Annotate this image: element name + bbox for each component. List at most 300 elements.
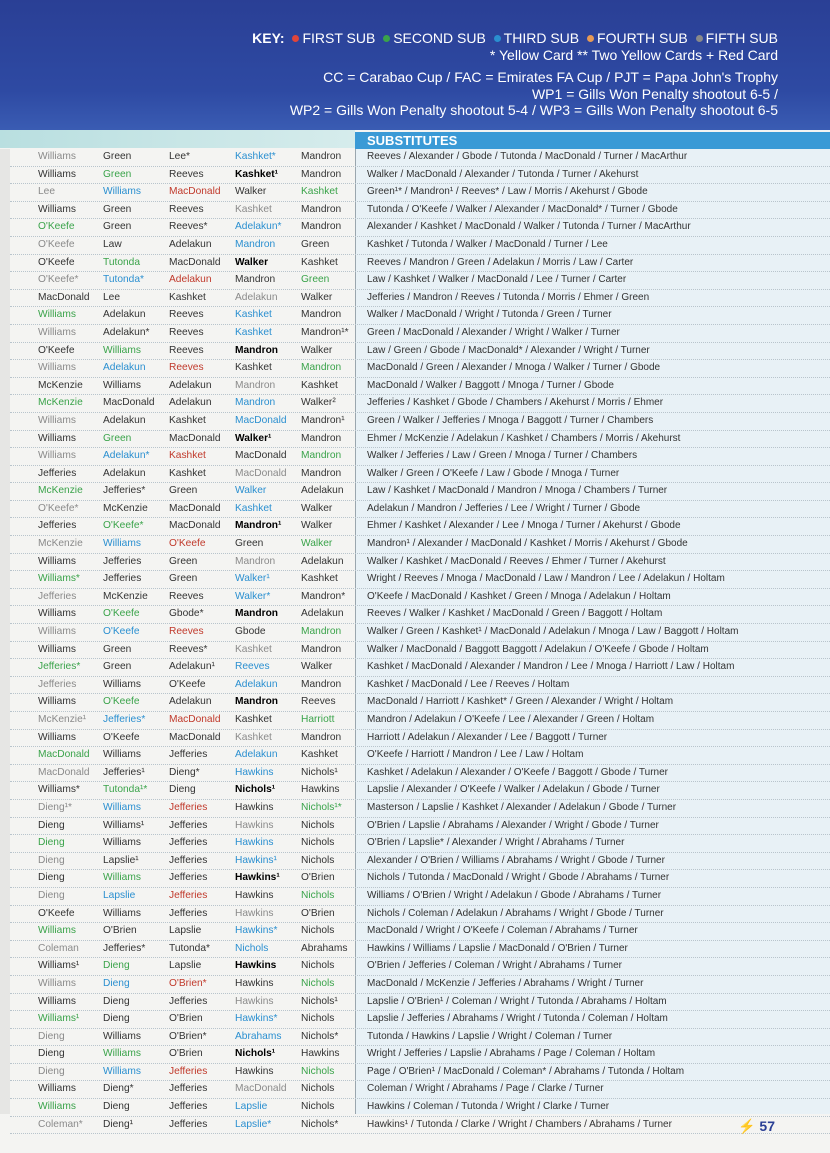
player-cell: Hawkins¹ bbox=[235, 854, 277, 866]
substitutes-cell: Law / Kashket / Walker / MacDonald / Lee / Turner / Carter bbox=[367, 274, 627, 286]
player-cell: Dieng bbox=[103, 1013, 130, 1025]
player-cell: O'Brien* bbox=[169, 977, 207, 989]
player-cell: Tutonda* bbox=[169, 942, 210, 954]
player-cell: Jefferies* bbox=[103, 714, 146, 725]
lineup-header-band bbox=[0, 130, 355, 148]
player-cell: Williams bbox=[38, 555, 76, 567]
player-cell: Williams bbox=[38, 925, 76, 937]
substitutes-cell: Masterson / Lapslie / Kashket / Alexander / Adelakun / Gbode / Turner bbox=[367, 801, 677, 813]
substitutes-cell: Mandron / Adelakun / O'Keefe / Lee / Alexander / Green / Holtam bbox=[367, 714, 655, 725]
player-cell: Mandron bbox=[301, 731, 342, 743]
player-cell: Tutonda bbox=[103, 256, 141, 268]
player-cell: O'Keefe* bbox=[38, 274, 79, 286]
player-cell: Jefferies bbox=[169, 995, 208, 1007]
table-row bbox=[10, 167, 830, 185]
player-cell: Harriott bbox=[301, 714, 335, 725]
player-cell: Dieng¹* bbox=[38, 801, 72, 813]
player-cell: MacDonald bbox=[38, 291, 90, 303]
substitutes-cell: Jefferies / Kashket / Gbode / Chambers / Akehurst / Morris / Ehmer bbox=[367, 397, 664, 409]
abbrev-line-2: WP1 = Gills Won Penalty shootout 6-5 / bbox=[531, 85, 778, 102]
player-cell: Nichols* bbox=[301, 1030, 339, 1042]
substitutes-cell: Tutonda / O'Keefe / Walker / Alexander / MacDonald* / Turner / Gbode bbox=[367, 203, 678, 215]
player-cell: MacDonald bbox=[169, 520, 221, 532]
player-cell: MacDonald bbox=[38, 766, 90, 778]
player-cell: Williams bbox=[103, 1030, 141, 1042]
table-row bbox=[10, 976, 830, 994]
player-cell: Lee bbox=[38, 186, 55, 198]
player-cell: Nichols bbox=[301, 837, 335, 849]
table-row bbox=[10, 501, 830, 519]
player-cell: Dieng bbox=[38, 854, 65, 866]
player-cell: O'Keefe bbox=[103, 731, 140, 743]
substitutes-cell: Law / Green / Gbode / MacDonald* / Alexander / Wright / Turner bbox=[367, 344, 650, 356]
substitutes-cell: Ehmer / Kashket / Alexander / Lee / Mnoga / Turner / Akehurst / Gbode bbox=[367, 520, 681, 532]
table-row bbox=[10, 888, 830, 906]
player-cell: Kashket bbox=[235, 731, 272, 743]
player-cell: McKenzie bbox=[38, 538, 83, 550]
player-cell: Reeves bbox=[169, 344, 204, 356]
third-sub-dot-icon bbox=[494, 35, 501, 42]
page-number-text: 57 bbox=[759, 1118, 775, 1134]
fifth-sub-dot-icon bbox=[696, 35, 703, 42]
substitutes-cell: O'Keefe / Harriott / Mandron / Lee / Law / Holtam bbox=[367, 749, 584, 761]
player-cell: McKenzie bbox=[38, 485, 83, 497]
substitutes-cell: Alexander / O'Brien / Williams / Abrahams / Wright / Gbode / Turner bbox=[367, 854, 665, 866]
player-cell: Nichols bbox=[301, 1065, 335, 1077]
player-cell: Reeves bbox=[169, 626, 204, 638]
table-row bbox=[10, 677, 830, 695]
player-cell: Jefferies bbox=[38, 520, 77, 532]
player-cell: Nichols¹ bbox=[235, 784, 276, 796]
player-cell: Walker² bbox=[301, 397, 336, 409]
player-cell: Dieng¹ bbox=[103, 1118, 134, 1130]
player-cell: Mandron bbox=[301, 432, 342, 444]
table-row bbox=[10, 219, 830, 237]
player-cell: Dieng bbox=[38, 1030, 65, 1042]
player-cell: Walker bbox=[301, 291, 333, 303]
player-cell: Dieng bbox=[38, 1048, 65, 1060]
player-cell: Kashket bbox=[169, 291, 206, 303]
substitutes-cell: Mandron¹ / Alexander / MacDonald / Kashket / Morris / Akehurst / Gbode bbox=[367, 538, 688, 550]
table-row bbox=[10, 589, 830, 607]
player-cell: Jefferies bbox=[169, 889, 208, 901]
player-cell: Reeves bbox=[169, 590, 204, 602]
player-cell: Nichols bbox=[301, 854, 335, 866]
player-cell: Williams bbox=[38, 626, 76, 638]
table-row bbox=[10, 483, 830, 501]
player-cell: Hawkins bbox=[235, 766, 274, 778]
substitutes-cell: Walker / Green / O'Keefe / Law / Gbode / Mnoga / Turner bbox=[367, 467, 620, 479]
player-cell: O'Keefe bbox=[103, 608, 140, 620]
player-cell: Nichols¹ bbox=[235, 1048, 276, 1060]
player-cell: Nichols¹ bbox=[301, 766, 338, 778]
player-cell: Nichols bbox=[301, 1101, 335, 1113]
player-cell: Green bbox=[103, 643, 132, 655]
player-cell: Green bbox=[103, 432, 132, 444]
player-cell: Dieng bbox=[38, 872, 65, 884]
player-cell: Coleman bbox=[38, 942, 79, 954]
substitutes-cell: Walker / Jefferies / Law / Green / Mnoga / Turner / Chambers bbox=[367, 450, 638, 462]
player-cell: Kashket bbox=[235, 502, 272, 514]
table-row bbox=[10, 554, 830, 572]
player-cell: Jefferies bbox=[169, 907, 208, 919]
lineup-table bbox=[10, 149, 830, 1134]
player-cell: Williams bbox=[38, 995, 76, 1007]
player-cell: Nichols bbox=[301, 819, 335, 831]
player-cell: Williams bbox=[38, 203, 76, 215]
player-cell: Williams¹ bbox=[38, 960, 80, 972]
player-cell: Mandron bbox=[301, 450, 342, 462]
player-cell: Williams bbox=[103, 749, 141, 761]
player-cell: Kashket* bbox=[235, 151, 276, 162]
player-cell: Dieng bbox=[169, 784, 196, 796]
player-cell: Nichols bbox=[301, 977, 335, 989]
player-cell: Williams bbox=[38, 1083, 76, 1095]
player-cell: Reeves* bbox=[169, 221, 208, 233]
player-cell: McKenzie bbox=[38, 379, 83, 391]
player-cell: Jefferies bbox=[169, 872, 208, 884]
substitutes-cell: Green / MacDonald / Alexander / Wright / Walker / Turner bbox=[367, 326, 620, 338]
player-cell: Jefferies bbox=[38, 590, 77, 602]
table-row bbox=[10, 1099, 830, 1117]
table-row bbox=[10, 325, 830, 343]
player-cell: Reeves bbox=[169, 326, 204, 338]
player-cell: Kashket bbox=[235, 643, 272, 655]
key-legend bbox=[252, 30, 778, 119]
substitutes-cell: Page / O'Brien¹ / MacDonald / Coleman* / Abrahams / Tutonda / Holtam bbox=[367, 1065, 685, 1077]
player-cell: O'Keefe bbox=[169, 538, 206, 550]
player-cell: Hawkins* bbox=[235, 925, 278, 937]
player-cell: Adelakun* bbox=[103, 450, 150, 462]
table-row bbox=[10, 571, 830, 589]
player-cell: Kashket bbox=[301, 186, 338, 198]
player-cell: Adelakun bbox=[235, 749, 278, 761]
substitutes-cell: O'Brien / Lapslie* / Alexander / Wright / Abrahams / Turner bbox=[367, 837, 625, 849]
player-cell: Green bbox=[301, 274, 330, 286]
player-cell: McKenzie bbox=[103, 590, 148, 602]
player-cell: Reeves bbox=[169, 203, 204, 215]
player-cell: MacDonald bbox=[169, 714, 221, 725]
table-row bbox=[10, 431, 830, 449]
player-cell: Adelakun bbox=[235, 291, 278, 303]
table-row bbox=[10, 606, 830, 624]
player-cell: Walker¹ bbox=[235, 432, 272, 444]
substitutes-cell: O'Brien / Jefferies / Coleman / Wright / Abrahams / Turner bbox=[367, 960, 622, 972]
player-cell: Adelakun bbox=[103, 414, 146, 426]
player-cell: Jefferies bbox=[169, 801, 208, 813]
player-cell: Green bbox=[103, 168, 132, 180]
substitutes-cell: O'Brien / Lapslie / Abrahams / Alexander / Wright / Gbode / Turner bbox=[367, 819, 659, 831]
table-row bbox=[10, 782, 830, 800]
player-cell: Abrahams bbox=[301, 942, 348, 954]
table-row bbox=[10, 712, 830, 730]
key-label: KEY: bbox=[252, 30, 285, 46]
player-cell: O'Keefe bbox=[169, 678, 206, 690]
table-row bbox=[10, 853, 830, 871]
table-row bbox=[10, 923, 830, 941]
substitutes-cell: Walker / MacDonald / Wright / Tutonda / Green / Turner bbox=[367, 309, 612, 321]
player-cell: Abrahams bbox=[235, 1030, 282, 1042]
table-row bbox=[10, 184, 830, 202]
table-row bbox=[10, 1029, 830, 1047]
player-cell: Kashket bbox=[235, 326, 272, 338]
player-cell: Kashket bbox=[301, 379, 338, 391]
player-cell: MacDonald bbox=[235, 1083, 287, 1095]
player-cell: Jefferies bbox=[169, 837, 208, 849]
player-cell: Williams bbox=[38, 450, 76, 462]
table-row bbox=[10, 1081, 830, 1099]
substitutes-cell: Kashket / MacDonald / Lee / Reeves / Holtam bbox=[367, 678, 570, 690]
player-cell: Jefferies bbox=[103, 573, 142, 585]
table-row bbox=[10, 624, 830, 642]
substitutes-cell: Jefferies / Mandron / Reeves / Tutonda / Morris / Ehmer / Green bbox=[367, 291, 650, 303]
player-cell: Hawkins* bbox=[235, 1013, 278, 1025]
player-cell: Hawkins bbox=[235, 837, 274, 849]
player-cell: Nichols¹ bbox=[301, 995, 338, 1007]
player-cell: Green bbox=[103, 203, 132, 215]
player-cell: Adelakun bbox=[103, 309, 146, 321]
substitutes-cell: MacDonald / Wright / O'Keefe / Coleman / Abrahams / Turner bbox=[367, 925, 638, 937]
player-cell: Adelakun bbox=[169, 274, 212, 286]
player-cell: Green bbox=[169, 485, 198, 497]
player-cell: Dieng bbox=[103, 1101, 130, 1113]
player-cell: O'Keefe bbox=[103, 626, 140, 638]
player-cell: Jefferies* bbox=[103, 942, 146, 954]
substitutes-cell: Walker / MacDonald / Alexander / Tutonda / Turner / Akehurst bbox=[367, 168, 639, 180]
player-cell: Mandron bbox=[235, 608, 279, 620]
substitutes-cell: Walker / Kashket / MacDonald / Reeves / Ehmer / Turner / Akehurst bbox=[367, 555, 666, 567]
player-cell: Tutonda* bbox=[103, 274, 144, 286]
player-cell: Green bbox=[103, 151, 132, 162]
player-cell: Mandron bbox=[301, 362, 342, 374]
player-cell: Williams bbox=[38, 1101, 76, 1113]
player-cell: Williams bbox=[103, 186, 141, 198]
player-cell: Williams bbox=[103, 872, 141, 884]
key-first-sub: FIRST SUB bbox=[302, 30, 376, 46]
key-second-sub: SECOND SUB bbox=[393, 30, 486, 46]
substitutes-cell: Ehmer / McKenzie / Adelakun / Kashket / Chambers / Morris / Akehurst bbox=[367, 432, 681, 444]
player-cell: Adelakun* bbox=[235, 221, 282, 233]
player-cell: O'Keefe bbox=[38, 256, 75, 268]
player-cell: Williams bbox=[38, 432, 76, 444]
table-row bbox=[10, 659, 830, 677]
player-cell: Adelakun bbox=[103, 467, 146, 479]
player-cell: Dieng bbox=[38, 1065, 65, 1077]
player-cell: Williams bbox=[38, 151, 76, 162]
player-cell: Williams bbox=[103, 379, 141, 391]
player-cell: Nichols bbox=[301, 889, 335, 901]
player-cell: Lapslie bbox=[169, 960, 202, 972]
substitutes-cell: Walker / MacDonald / Baggott Baggott / Adelakun / O'Keefe / Gbode / Holtam bbox=[367, 643, 709, 655]
player-cell: Williams bbox=[38, 326, 76, 338]
substitutes-cell: Nichols / Coleman / Adelakun / Abrahams / Wright / Gbode / Turner bbox=[367, 907, 664, 919]
player-cell: Adelakun bbox=[301, 608, 344, 620]
player-cell: Mandron¹ bbox=[301, 414, 345, 426]
player-cell: Hawkins bbox=[235, 889, 274, 901]
player-cell: Hawkins bbox=[235, 1065, 274, 1077]
player-cell: Mandron bbox=[235, 696, 279, 708]
table-row bbox=[10, 518, 830, 536]
player-cell: Williams¹ bbox=[38, 1013, 80, 1025]
table-row bbox=[10, 378, 830, 396]
player-cell: Gbode* bbox=[169, 608, 204, 620]
table-row bbox=[10, 1064, 830, 1082]
table-row bbox=[10, 307, 830, 325]
player-cell: Reeves* bbox=[169, 643, 208, 655]
player-cell: Williams bbox=[38, 608, 76, 620]
player-cell: MacDonald bbox=[235, 467, 287, 479]
table-row bbox=[10, 360, 830, 378]
player-cell: Adelakun* bbox=[103, 326, 150, 338]
table-row bbox=[10, 202, 830, 220]
player-cell: Kashket bbox=[235, 309, 272, 321]
player-cell: Mandron bbox=[301, 203, 342, 215]
player-cell: Mandron bbox=[235, 397, 276, 409]
second-sub-dot-icon bbox=[383, 35, 390, 42]
player-cell: MacDonald bbox=[235, 414, 287, 426]
player-cell: Lapslie bbox=[235, 1101, 268, 1113]
player-cell: Williams bbox=[103, 837, 141, 849]
player-cell: Williams bbox=[38, 696, 76, 708]
player-cell: MacDonald bbox=[38, 749, 90, 761]
player-cell: Coleman* bbox=[38, 1118, 83, 1130]
player-cell: MacDonald bbox=[103, 397, 155, 409]
table-row bbox=[10, 448, 830, 466]
player-cell: Adelakun bbox=[301, 555, 344, 567]
substitutes-cell: Kashket / MacDonald / Alexander / Mandron / Lee / Mnoga / Harriott / Law / Holtam bbox=[367, 661, 735, 673]
player-cell: Mandron bbox=[235, 379, 276, 391]
player-cell: Lapslie bbox=[103, 889, 136, 901]
player-cell: O'Keefe* bbox=[103, 520, 144, 532]
player-cell: Adelakun bbox=[169, 238, 212, 250]
player-cell: Mandron bbox=[301, 643, 342, 655]
player-cell: Dieng bbox=[103, 995, 130, 1007]
player-cell: O'Brien* bbox=[169, 1030, 207, 1042]
abbrev-line-1: CC = Carabao Cup / FAC = Emirates FA Cup / PJT = Papa John's Trophy bbox=[323, 69, 778, 85]
table-row bbox=[10, 343, 830, 361]
substitutes-cell: Law / Kashket / MacDonald / Mandron / Mnoga / Chambers / Turner bbox=[367, 485, 668, 497]
player-cell: Williams bbox=[38, 168, 76, 180]
player-cell: Reeves bbox=[169, 168, 204, 180]
player-cell: Kashket¹ bbox=[235, 168, 279, 180]
substitutes-cell: MacDonald / McKenzie / Jefferies / Abrahams / Wright / Turner bbox=[367, 977, 644, 989]
table-row bbox=[10, 237, 830, 255]
table-row bbox=[10, 1011, 830, 1029]
substitutes-cell: Kashket / Tutonda / Walker / MacDonald / Turner / Lee bbox=[367, 238, 608, 250]
player-cell: Williams bbox=[103, 801, 141, 813]
player-cell: Williams bbox=[38, 643, 76, 655]
player-cell: Kashket bbox=[301, 573, 338, 585]
player-cell: Jefferies bbox=[38, 678, 77, 690]
player-cell: Jefferies bbox=[169, 854, 208, 866]
player-cell: Law bbox=[103, 238, 122, 250]
player-cell: Nichols bbox=[301, 960, 335, 972]
player-cell: Mandron bbox=[235, 344, 279, 356]
player-cell: Hawkins bbox=[235, 960, 277, 972]
player-cell: Mandron bbox=[301, 168, 342, 180]
substitutes-cell: Reeves / Walker / Kashket / MacDonald / Green / Baggott / Holtam bbox=[367, 608, 663, 620]
player-cell: Jefferies bbox=[169, 1118, 208, 1130]
table-row bbox=[10, 642, 830, 660]
cards-legend: * Yellow Card ** Two Yellow Cards + Red Card bbox=[489, 46, 778, 63]
player-cell: Walker bbox=[301, 344, 333, 356]
player-cell: Williams bbox=[103, 344, 141, 356]
substitutes-cell: Lapslie / Jefferies / Abrahams / Wright / Tutonda / Coleman / Holtam bbox=[367, 1013, 668, 1025]
player-cell: Hawkins¹ bbox=[235, 872, 280, 884]
player-cell: Kashket bbox=[169, 414, 206, 426]
table-row bbox=[10, 290, 830, 308]
player-cell: Lapslie bbox=[169, 925, 202, 937]
substitutes-cell: Walker / Green / Kashket¹ / MacDonald / Adelakun / Mnoga / Law / Baggott / Holtam bbox=[367, 626, 739, 638]
player-cell: Green bbox=[301, 238, 330, 250]
substitutes-cell: Lapslie / Alexander / O'Keefe / Walker / Adelakun / Gbode / Turner bbox=[367, 784, 660, 796]
substitutes-cell: Green / Walker / Jefferies / Mnoga / Baggott / Turner / Chambers bbox=[367, 414, 654, 426]
key-third-sub: THIRD SUB bbox=[503, 30, 580, 46]
substitutes-cell: Hawkins / Coleman / Tutonda / Wright / Clarke / Turner bbox=[367, 1101, 610, 1113]
player-cell: Hawkins bbox=[235, 907, 274, 919]
player-cell: Mandron bbox=[235, 274, 276, 286]
player-cell: MacDonald bbox=[169, 502, 221, 514]
player-cell: Green bbox=[169, 573, 198, 585]
player-cell: Walker bbox=[301, 502, 333, 514]
player-cell: Williams bbox=[103, 538, 141, 550]
player-cell: MacDonald bbox=[169, 432, 221, 444]
player-cell: Walker bbox=[235, 256, 269, 268]
player-cell: McKenzie bbox=[38, 397, 83, 409]
player-cell: Kashket bbox=[235, 203, 272, 215]
table-row bbox=[10, 994, 830, 1012]
player-cell: O'Keefe bbox=[38, 238, 75, 250]
player-cell: Lee* bbox=[169, 151, 190, 162]
player-cell: Reeves bbox=[169, 362, 204, 374]
substitutes-cell: Kashket / Adelakun / Alexander / O'Keefe / Baggott / Gbode / Turner bbox=[367, 766, 668, 778]
key-line bbox=[252, 30, 778, 47]
player-cell: O'Keefe* bbox=[38, 502, 79, 514]
player-cell: O'Keefe bbox=[38, 221, 75, 233]
player-cell: MacDonald bbox=[235, 450, 287, 462]
table-row bbox=[10, 1117, 830, 1135]
player-cell: Adelakun bbox=[169, 397, 212, 409]
table-row bbox=[10, 272, 830, 290]
player-cell: Williams bbox=[103, 1065, 141, 1077]
substitutes-cell: Alexander / Kashket / MacDonald / Walker / Tutonda / Turner / MacArthur bbox=[367, 221, 691, 233]
player-cell: Williams bbox=[103, 678, 141, 690]
player-cell: Mandron bbox=[301, 467, 342, 479]
player-cell: McKenzie¹ bbox=[38, 714, 87, 725]
substitutes-cell: MacDonald / Harriott / Kashket* / Green / Alexander / Wright / Holtam bbox=[367, 696, 674, 708]
player-cell: Dieng* bbox=[103, 1083, 134, 1095]
player-cell: Adelakun¹ bbox=[169, 661, 215, 673]
table-row bbox=[10, 255, 830, 273]
player-cell: Tutonda¹* bbox=[103, 784, 148, 796]
player-cell: Williams bbox=[38, 414, 76, 426]
player-cell: Jefferies* bbox=[103, 485, 146, 497]
player-cell: Mandron¹ bbox=[235, 520, 282, 532]
table-row bbox=[10, 870, 830, 888]
player-cell: Mandron bbox=[301, 309, 342, 321]
player-cell: Williams bbox=[38, 309, 76, 321]
player-cell: Mandron bbox=[301, 678, 342, 690]
substitutes-cell: Wright / Jefferies / Lapslie / Abrahams / Page / Coleman / Holtam bbox=[367, 1048, 656, 1060]
substitutes-cell: Hawkins¹ / Tutonda / Clarke / Wright / Chambers / Abrahams / Turner bbox=[367, 1118, 672, 1130]
player-cell: Nichols bbox=[235, 942, 269, 954]
table-row bbox=[10, 536, 830, 554]
player-cell: Dieng bbox=[38, 819, 65, 831]
player-cell: Kashket bbox=[301, 749, 338, 761]
player-cell: MacDonald bbox=[169, 186, 221, 198]
player-cell: Mandron bbox=[301, 151, 342, 162]
substitutes-heading bbox=[355, 132, 830, 149]
